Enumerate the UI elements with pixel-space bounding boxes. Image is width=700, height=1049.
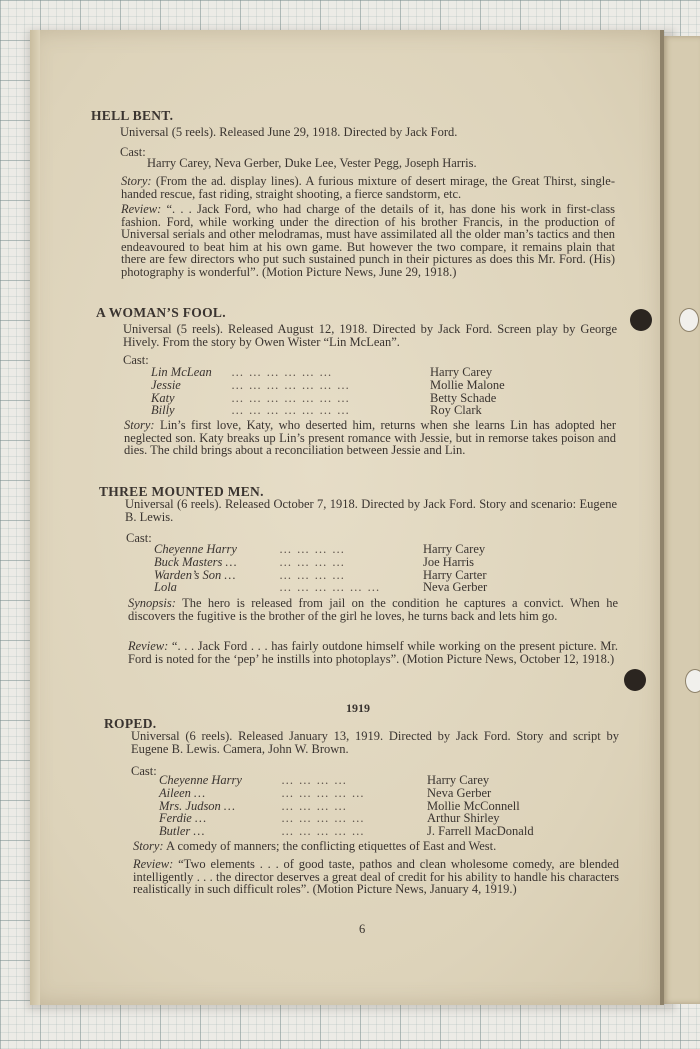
- story-label: Story:: [121, 174, 152, 188]
- cast-actor: Harry Carey: [430, 365, 493, 379]
- cast-role: Mrs. Judson …: [159, 798, 236, 813]
- cast-actor: Neva Gerber: [423, 580, 488, 595]
- cast-label: Cast:: [126, 531, 152, 545]
- story-paragraph: [133, 840, 619, 853]
- cast-table: [159, 774, 534, 838]
- cast-role: Cheyenne Harry: [154, 542, 237, 556]
- review-paragraph: [133, 858, 619, 896]
- entry-release: Universal (6 reels). Released October 7, 1918. Directed by Jack Ford. Story and scenario: Eugene B. Lewis.: [125, 497, 617, 524]
- cast-role: Jessie: [151, 377, 181, 392]
- cast-dots: … … … …: [281, 773, 348, 787]
- cast-dots: … … … … … … …: [231, 403, 351, 418]
- cast-actor: Harry Carey: [423, 542, 486, 556]
- cast-dots: … … … … …: [281, 785, 365, 800]
- cast-actor: Harry Carter: [423, 567, 487, 582]
- cast-role: Buck Masters …: [154, 554, 237, 569]
- cast-role: Lin McLean: [151, 365, 212, 379]
- cast-role: Cheyenne Harry: [159, 773, 242, 787]
- cast-row: [154, 556, 487, 569]
- page-number: 6: [359, 922, 366, 936]
- cast-row: [159, 774, 534, 787]
- cast-dots: … … … … …: [281, 811, 365, 826]
- entry-title: THREE MOUNTED MEN.: [99, 484, 264, 499]
- cast-role: Warden’s Son …: [154, 567, 236, 582]
- review-text: “Two elements . . . of good taste, pathos and clean wholesome comedy, are blended intelligently . . . the director deserves a great deal of credit for his ability to handle his characters realistically in such difficult roles”. (Motion Picture News, January 4, 1919.): [133, 857, 620, 897]
- cast-label: Cast:: [123, 353, 149, 367]
- cast-row: [151, 379, 505, 392]
- synopsis-text: The hero is released from jail on the condition he captures a convict. When he discovers the fugitive is the brother of the girl he loves, he turns back and lets him go.: [128, 596, 618, 623]
- cast-actor: Roy Clark: [430, 403, 482, 418]
- cast-dots: … … … …: [279, 567, 346, 582]
- synopsis-label: Synopsis:: [128, 596, 176, 610]
- cast-table: [151, 366, 505, 417]
- cast-table: [154, 543, 487, 594]
- entry-title: ROPED.: [104, 716, 157, 731]
- entry-release: Universal (5 reels). Released June 29, 1918. Directed by Jack Ford.: [120, 125, 458, 139]
- cast-actor: Joe Harris: [423, 554, 475, 569]
- cast-actor: Neva Gerber: [427, 785, 492, 800]
- story-text: Lin’s first love, Katy, who deserted him, returns when she learns Lin has adopted her neglected son. Katy breaks up Lin’s present romance with Jessie, but in remorse takes poison and dies. The child brings about a reconciliation between Jessie and Lin.: [124, 418, 616, 458]
- cast-label: Cast:: [120, 145, 146, 159]
- cast-role: Billy: [151, 403, 175, 418]
- cast-label: Cast:: [131, 764, 157, 778]
- cast-dots: … … … … … … …: [231, 377, 351, 392]
- cast-dots: … … … …: [279, 542, 346, 556]
- cast-row: [154, 581, 487, 594]
- cast-row: [151, 404, 505, 417]
- cast-dots: … … … …: [279, 554, 346, 569]
- cast-role: Katy: [151, 390, 175, 405]
- cast-row: [159, 787, 534, 800]
- cast-row: [151, 366, 505, 379]
- cast-actor: Betty Schade: [430, 390, 497, 405]
- review-text: “. . . Jack Ford, who had charge of the details of it, has done his work in first-class fashion. Ford, while working under the direction of his brother Francis, in the production of Universal serials and other melodramas, must have assimilated all the older man’s tactics and then endeavoured to beat him at his own game. But however the two compare, it remains plain that there are few directors who put such sustained punch in their pictures as does this Mr. Ford. (His) photography is wonderful”. (Motion Picture News, June 29, 1918.): [121, 202, 615, 279]
- entry-release: Universal (5 reels). Released August 12, 1918. Directed by Jack Ford. Screen play by George Hively. From the story by Owen Wister “Lin McLean”.: [123, 322, 617, 349]
- cast-row: [154, 543, 487, 556]
- cast-actor: Arthur Shirley: [427, 811, 500, 826]
- cast-dots: … … … … … …: [279, 580, 381, 595]
- cast-role: Aileen …: [159, 785, 206, 800]
- entry-title: HELL BENT.: [91, 108, 174, 123]
- cast-dots: … … … … …: [281, 824, 365, 839]
- story-label: Story:: [124, 418, 155, 432]
- cast-role: Ferdie …: [159, 811, 207, 826]
- cast-actor: Mollie McConnell: [427, 798, 520, 813]
- cast-role: Lola: [154, 580, 177, 595]
- story-paragraph: [124, 419, 616, 457]
- cast-role: Butler …: [159, 824, 205, 839]
- review-paragraph: [121, 203, 615, 279]
- review-paragraph: [128, 640, 618, 665]
- entry-title: A WOMAN’S FOOL.: [96, 305, 226, 320]
- year-heading: 1919: [346, 701, 370, 715]
- cast-dots: … … … … … …: [231, 365, 333, 379]
- cast-actor: Harry Carey: [427, 773, 490, 787]
- review-label: Review:: [128, 639, 169, 653]
- cast-line: Harry Carey, Neva Gerber, Duke Lee, Vester Pegg, Joseph Harris.: [147, 156, 477, 170]
- cast-row: [159, 825, 534, 838]
- synopsis-paragraph: [128, 597, 618, 622]
- cast-actor: J. Farrell MacDonald: [427, 824, 534, 839]
- review-label: Review:: [133, 857, 174, 871]
- cast-dots: … … … … … … …: [231, 390, 351, 405]
- story-text: (From the ad. display lines). A furious mixture of desert mirage, the Great Thirst, single-handed rescue, fast riding, straight shooting, a fierce sandstorm, etc.: [121, 174, 615, 201]
- review-label: Review:: [121, 202, 162, 216]
- story-label: Story:: [133, 839, 164, 853]
- story-paragraph: [121, 175, 615, 200]
- story-text: A comedy of manners; the conflicting etiquettes of East and West.: [166, 839, 497, 853]
- entry-release: Universal (6 reels). Released January 13, 1919. Directed by Jack Ford. Story and script by Eugene B. Lewis. Camera, John W. Brown.: [131, 729, 619, 756]
- cast-dots: … … … …: [281, 798, 348, 813]
- review-text: “. . . Jack Ford . . . has fairly outdone himself while working on the present picture. Mr. Ford is noted for the ‘pep’ he instills into photoplays”. (Motion Picture News, October 12, 1918.): [128, 639, 619, 666]
- cast-actor: Mollie Malone: [430, 377, 505, 392]
